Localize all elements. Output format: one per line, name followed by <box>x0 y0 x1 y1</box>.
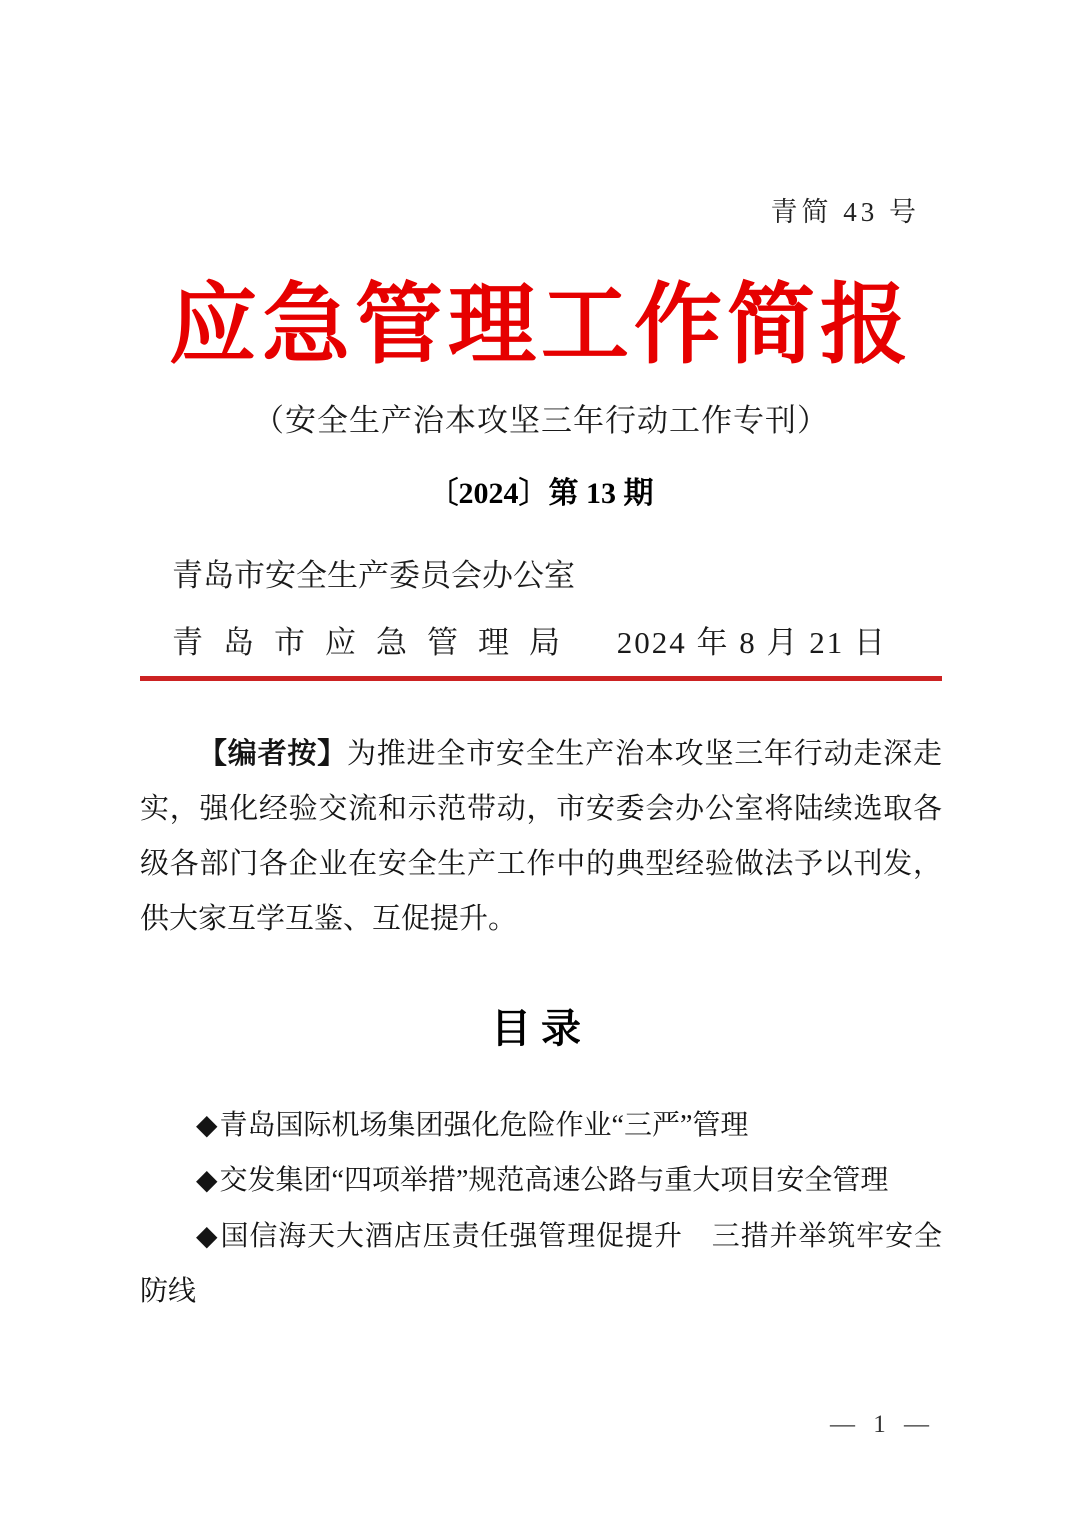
toc-heading: 目录 <box>491 1006 591 1052</box>
issuer-org-secondary: 青岛市应急管理局 <box>172 624 580 660</box>
issue-date: 2024 年 8 月 21 日 <box>616 624 887 660</box>
toc-item <box>140 1098 942 1153</box>
issuer-row <box>172 617 887 662</box>
toc-item <box>140 1209 942 1319</box>
diamond-bullet-icon: ◆ <box>196 1220 219 1252</box>
toc-item-text: 青岛国际机场集团强化危险作业“三严”管理 <box>219 1110 749 1142</box>
issuer-block <box>172 550 887 662</box>
issue-number: 〔2024〕第 13 期 <box>428 476 654 510</box>
masthead-title: 应急管理工作简报 <box>168 278 913 375</box>
editor-note-body: 为推进全市安全生产治本攻坚三年行动走深走实，强化经验交流和示范带动，市安委会办公室将陆续选取各级各部门各企业在安全生产工作中的典型经验做法予以刊发，供大家互学互鉴、互促提升。 <box>140 737 942 936</box>
diamond-bullet-icon: ◆ <box>196 1110 218 1142</box>
masthead-subtitle: （安全生产治本攻坚三年行动工作专刊） <box>253 402 829 438</box>
editor-note-label: 【编者按】 <box>198 737 347 770</box>
toc-list <box>140 1098 942 1319</box>
doc-number: 青简 43 号 <box>770 197 920 227</box>
toc-item-text: 交发集团“四项举措”规范高速公路与重大项目安全管理 <box>219 1165 889 1197</box>
editor-note <box>140 727 942 947</box>
diamond-bullet-icon: ◆ <box>196 1165 218 1197</box>
page-number: — 1 — <box>830 1411 935 1438</box>
issuer-org-primary: 青岛市安全生产委员会办公室 <box>172 557 575 593</box>
toc-item <box>140 1153 942 1208</box>
masthead-divider-rule <box>140 676 942 681</box>
toc-item-text: 国信海天大酒店压责任强管理促提升 三措并举筑牢安全防线 <box>140 1220 942 1307</box>
